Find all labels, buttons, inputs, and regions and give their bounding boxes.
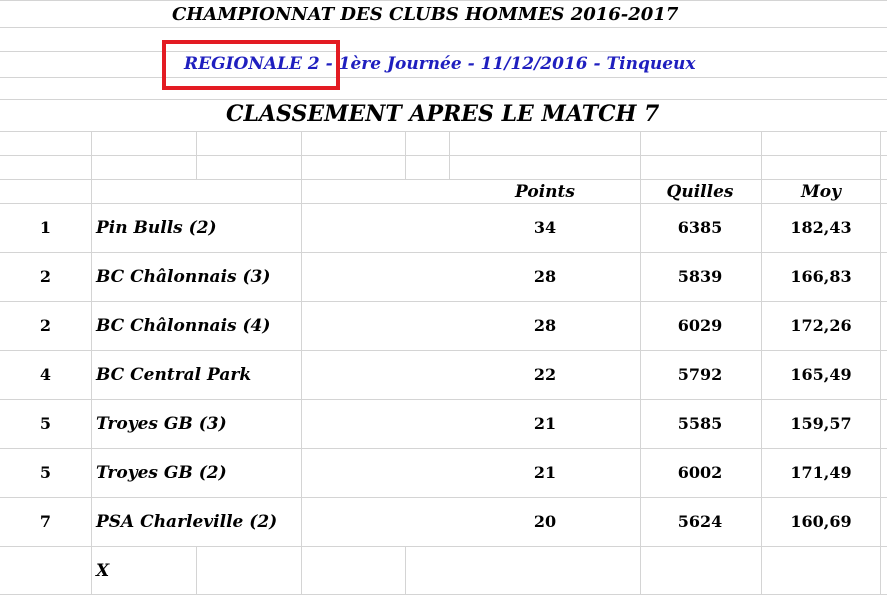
team-name-cell: BC Central Park bbox=[96, 364, 252, 385]
grid-row-line bbox=[0, 51, 887, 52]
points-cell: 21 bbox=[533, 463, 557, 482]
column-header-points: Points bbox=[515, 182, 575, 202]
points-cell: 20 bbox=[533, 512, 557, 531]
points-cell: 34 bbox=[533, 218, 557, 237]
quilles-cell: 5792 bbox=[677, 365, 723, 384]
extra-row-mark: X bbox=[96, 560, 110, 581]
points-cell: 22 bbox=[533, 365, 557, 384]
quilles-cell: 5585 bbox=[677, 414, 723, 433]
team-name-cell: Troyes GB (3) bbox=[96, 413, 227, 434]
team-name-cell: Troyes GB (2) bbox=[96, 462, 227, 483]
points-cell: 28 bbox=[533, 267, 557, 286]
team-name-cell: BC Châlonnais (4) bbox=[96, 315, 271, 336]
grid-column-line bbox=[405, 546, 406, 595]
rank-cell: 4 bbox=[39, 365, 52, 384]
moy-cell: 160,69 bbox=[790, 512, 852, 531]
moy-cell: 166,83 bbox=[790, 267, 852, 286]
grid-row-line bbox=[0, 99, 887, 100]
grid-row-line bbox=[0, 0, 887, 1]
team-name-cell: Pin Bulls (2) bbox=[96, 217, 217, 238]
grid-row-line bbox=[0, 155, 887, 156]
grid-column-line bbox=[449, 131, 450, 179]
quilles-cell: 5839 bbox=[677, 267, 723, 286]
quilles-cell: 5624 bbox=[677, 512, 723, 531]
quilles-cell: 6385 bbox=[677, 218, 723, 237]
quilles-cell: 6029 bbox=[677, 316, 723, 335]
points-cell: 21 bbox=[533, 414, 557, 433]
quilles-cell: 6002 bbox=[677, 463, 723, 482]
rank-cell: 1 bbox=[39, 218, 52, 237]
column-header-moy: Moy bbox=[800, 182, 842, 202]
grid-row-line bbox=[0, 131, 887, 132]
grid-row-line bbox=[0, 77, 887, 78]
highlight-box bbox=[162, 40, 340, 90]
moy-cell: 182,43 bbox=[790, 218, 852, 237]
team-name-cell: PSA Charleville (2) bbox=[96, 511, 278, 532]
rank-cell: 5 bbox=[39, 414, 52, 433]
column-header-quilles: Quilles bbox=[666, 182, 734, 202]
grid-column-line bbox=[196, 131, 197, 179]
rank-cell: 5 bbox=[39, 463, 52, 482]
grid-column-line bbox=[405, 131, 406, 179]
moy-cell: 172,26 bbox=[790, 316, 852, 335]
journee-subtitle: REGIONALE 2 - 1ère Journée - 11/12/2016 - Tinqueux bbox=[184, 54, 696, 74]
rank-cell: 2 bbox=[39, 267, 52, 286]
rank-cell: 2 bbox=[39, 316, 52, 335]
moy-cell: 165,49 bbox=[790, 365, 852, 384]
rank-cell: 7 bbox=[39, 512, 52, 531]
points-cell: 28 bbox=[533, 316, 557, 335]
grid-column-line bbox=[196, 546, 197, 595]
moy-cell: 171,49 bbox=[790, 463, 852, 482]
classement-title: CLASSEMENT APRES LE MATCH 7 bbox=[226, 101, 660, 127]
grid-row-line bbox=[0, 546, 887, 547]
moy-cell: 159,57 bbox=[790, 414, 852, 433]
team-name-cell: BC Châlonnais (3) bbox=[96, 266, 271, 287]
championship-title: CHAMPIONNAT DES CLUBS HOMMES 2016-2017 bbox=[172, 4, 679, 25]
grid-row-line bbox=[0, 27, 887, 28]
grid-column-line bbox=[880, 131, 881, 595]
